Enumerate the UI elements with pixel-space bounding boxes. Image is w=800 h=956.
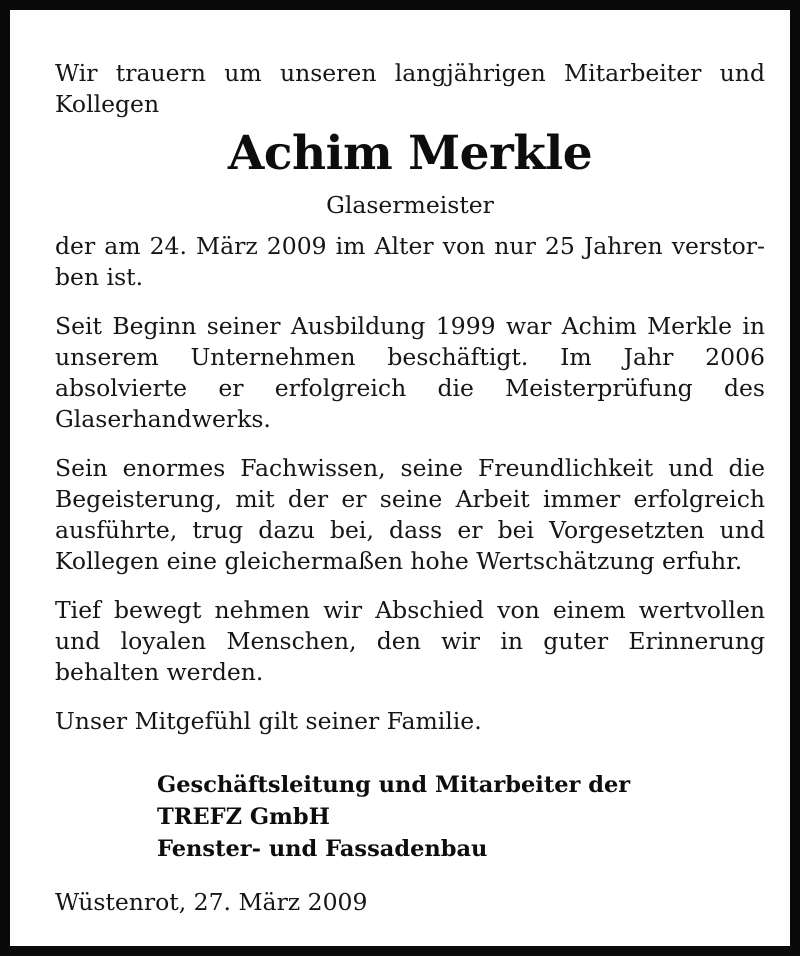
obituary-content [55,58,765,918]
signature-line-company: TREFZ GmbH [157,804,330,830]
career-paragraph: Seit Beginn seiner Ausbildung 1999 war Achim Merkle in unserem Unternehmen beschäftigt. Im Jahr 2006 absolvierte er erfolgreich die Meisterprüfung des Glaserhandwerks. [55,312,765,433]
deceased-name: Achim Merkle [227,126,593,181]
place-and-date: Wüstenrot, 27. März 2009 [55,888,368,916]
signature-line-management: Geschäftsleitung und Mitarbeiter der [157,772,631,798]
signature-block [157,769,765,865]
death-date-paragraph: der am 24. März 2009 im Alter von nur 25 Jahren verstorben ist. [55,232,765,291]
farewell-paragraph: Tief bewegt nehmen wir Abschied von einem wertvollen und loyalen Menschen, den wir in guter Erinnerung behalten werden. [55,596,765,686]
professional-title: Glasermeister [326,191,494,219]
intro-text: Wir trauern um unseren langjährigen Mitarbeiter und Kollegen [55,59,765,118]
condolence-paragraph: Unser Mitgefühl gilt seiner Familie. [55,707,482,735]
signature-line-business: Fenster- und Fassadenbau [157,836,488,862]
appreciation-paragraph: Sein enormes Fachwissen, seine Freundlichkeit und die Begeisterung, mit der er seine Arbeit immer erfolgreich ausführte, trug dazu bei, dass er bei Vorgesetzten und Kollegen eine gleichermaßen hohe Wertschätzung erfuhr. [55,454,765,575]
